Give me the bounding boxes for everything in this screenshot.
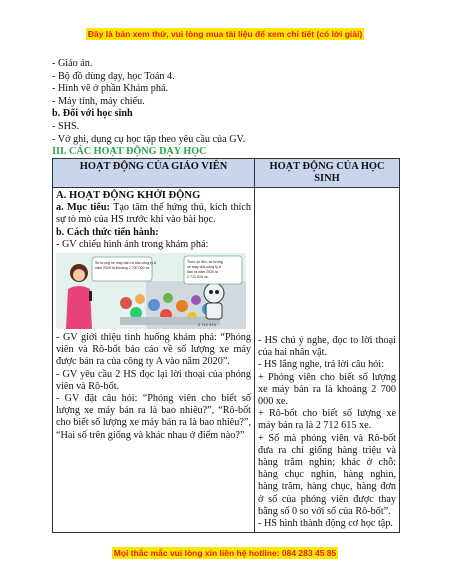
- intro-section: [52, 58, 402, 159]
- intro-line: - Hình vẽ ở phần Khám phá.: [52, 83, 169, 95]
- exploration-illustration: [56, 253, 246, 329]
- student-line: - HS lắng nghe, trả lời câu hỏi:: [258, 359, 384, 371]
- teacher-line: - GV chiếu hình ảnh trong khám phá:: [56, 238, 209, 250]
- teacher-line: - GV giới thiệu tình huống khám phá: “Phóng viên và Rô-bốt báo cáo về số lượng xe máy được bán ra của công ty A vào năm 2020”.: [56, 332, 251, 368]
- section-title: III. CÁC HOẠT ĐỘNG DẠY HỌC: [52, 146, 207, 158]
- goal-label: a. Mục tiêu:: [56, 202, 110, 214]
- student-column-header: HOẠT ĐỘNG CỦA HỌC SINH: [255, 159, 400, 188]
- intro-line: - Bộ đồ dùng dạy, học Toán 4.: [52, 70, 175, 82]
- preview-notice-banner: Đây là bản xem thử, vui lòng mua tài liệu để xem chi tiết (có lời giải): [87, 29, 363, 39]
- teacher-line: - GV đặt câu hỏi: “Phóng viên cho biết số lượng xe máy bán ra là bao nhiêu?”, “Rô-bốt cho biết số lượng xe máy bán ra là bao nhiêu?”, “Hai số trên giống và khác nhau ở điểm nào?”: [56, 393, 251, 441]
- teacher-line: - GV yêu cầu 2 HS đọc lại lời thoại của phóng viên và Rô-bốt.: [56, 368, 251, 392]
- teacher-column-header: HOẠT ĐỘNG CỦA GIÁO VIÊN: [53, 159, 255, 188]
- goal-paragraph: [56, 202, 251, 226]
- teacher-activity-cell: [53, 188, 255, 533]
- student-line: + Số mà phóng viên và Rô-bốt đưa ra chỉ giống hàng triệu và hàng trăm nghìn; khác ở chỗ: hàng chục nghìn, hàng nghìn, hàng trăm, hàng chục, hàng đơn ở số của phóng viên được thay bằng số 0 so với số của Rô-bốt”.: [258, 432, 396, 517]
- table-header-row: [53, 159, 400, 188]
- sign-number-text: 2 712 615: [198, 322, 216, 328]
- goal-text: Tạo tâm thế hứng thú, kích thích sự tò mò của HS trước khi vào bài học.: [56, 202, 251, 226]
- student-line: - HS chú ý nghe, đọc to lời thoại của hai nhân vật.: [258, 335, 396, 359]
- student-activity-cell: [255, 188, 400, 533]
- street-scene-image: [56, 253, 246, 329]
- robot-bubble-text: Theo số liệu, số lượng xe máy của công ty A bán ra năm 2020 là 2 712 615 xe.: [187, 260, 223, 280]
- student-line: + Rô-bốt cho biết số lượng xe máy bán ra là 2 712 615 xe.: [258, 408, 396, 432]
- activity-table: [52, 158, 400, 533]
- reporter-bubble-text: Số lượng xe máy bán ra của công ty A năm 2020 là khoảng 2 700 000 xe.: [95, 261, 157, 271]
- method-label: b. Cách thức tiến hành:: [56, 226, 159, 238]
- student-prep-line: - SHS.: [52, 120, 80, 132]
- hotline-banner: Mọi thắc mắc vui lòng xin liên hệ hotline: 084 283 45 85: [113, 548, 337, 558]
- table-row: [53, 188, 400, 533]
- student-line: + Phóng viên cho biết số lượng xe máy bán ra là khoảng 2 700 000 xe.: [258, 371, 396, 408]
- intro-line: - Giáo án.: [52, 58, 93, 69]
- student-heading: b. Đối với học sinh: [52, 108, 133, 120]
- activity-title: A. HOẠT ĐỘNG KHỞI ĐỘNG: [56, 190, 201, 201]
- student-prep-line: - Vở ghi, dụng cụ học tập theo yêu cầu của GV.: [52, 133, 246, 145]
- student-line: - HS hình thành động cơ học tập.: [258, 518, 393, 530]
- intro-line: - Máy tính, máy chiếu.: [52, 95, 145, 107]
